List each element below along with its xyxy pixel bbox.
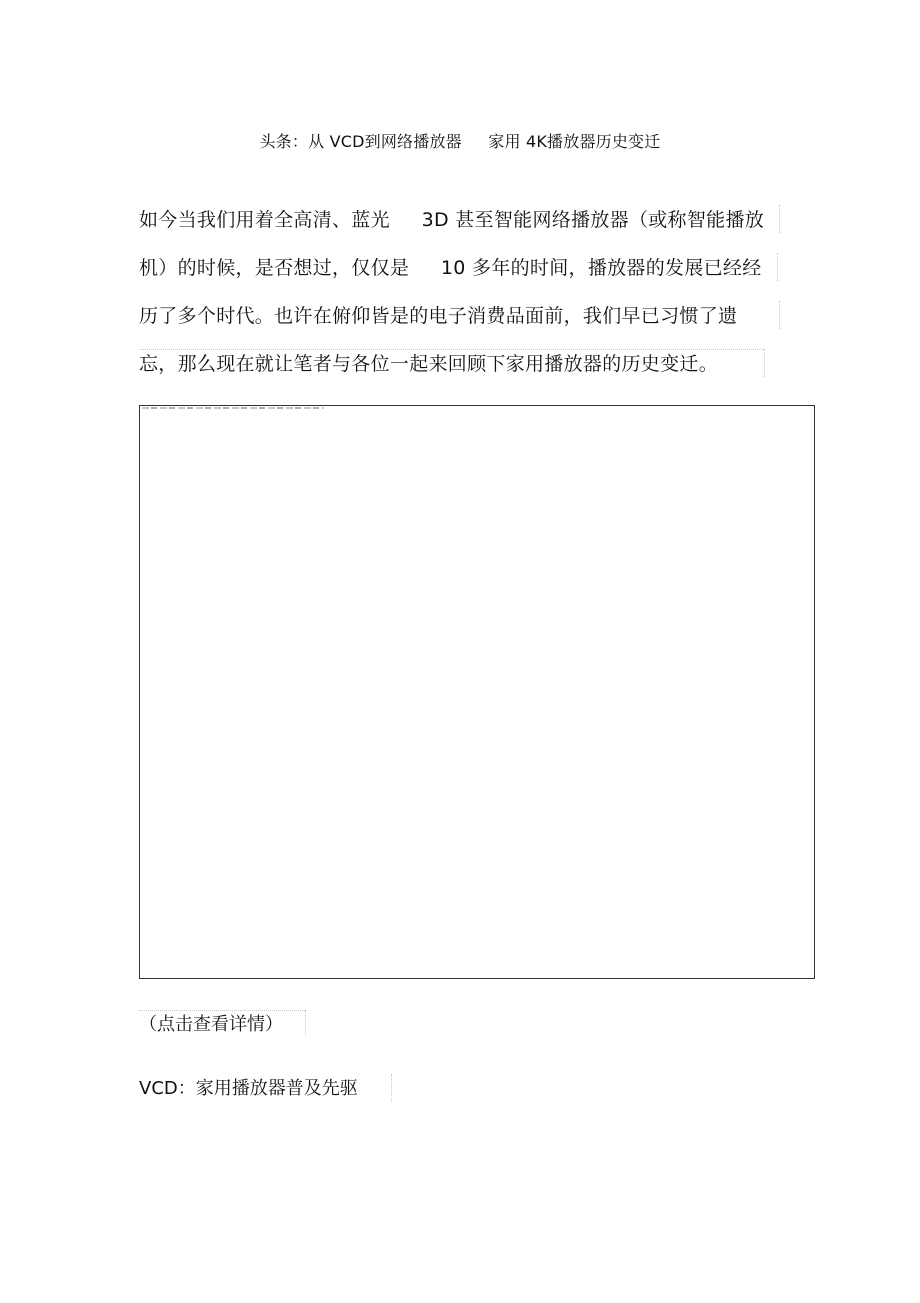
text-frame-marker (779, 301, 780, 329)
text-frame-marker (139, 349, 764, 350)
text-frame-marker (764, 349, 765, 377)
intro-line: 忘，那么现在就让笔者与各位一起来回顾下家用播放器的历史变迁。 (139, 353, 719, 375)
intro-line: 机）的时候，是否想过，仅仅是 10 多年的时间，播放器的发展已经经 (139, 257, 762, 279)
text-frame-marker (777, 253, 778, 281)
intro-line: 如今当我们用着全高清、蓝光 3D 甚至智能网络播放器（或称智能播放 (139, 209, 765, 231)
intro-line: 历了多个时代。也许在俯仰皆是的电子消费品面前，我们早已习惯了遗 (139, 305, 738, 327)
heading-frame-marker (391, 1074, 392, 1102)
article-title: 头条：从 VCD到网络播放器 家用 4K播放器历史变迁 (259, 132, 661, 151)
article-image-frame[interactable] (139, 405, 815, 979)
section-heading: VCD：家用播放器普及先驱 (139, 1078, 358, 1099)
view-details-link[interactable]: （点击查看详情） (139, 1014, 283, 1035)
caption-frame-marker (305, 1010, 306, 1036)
image-loading-strip (142, 407, 324, 409)
caption-frame-marker (139, 1010, 305, 1011)
text-frame-marker (779, 205, 780, 233)
